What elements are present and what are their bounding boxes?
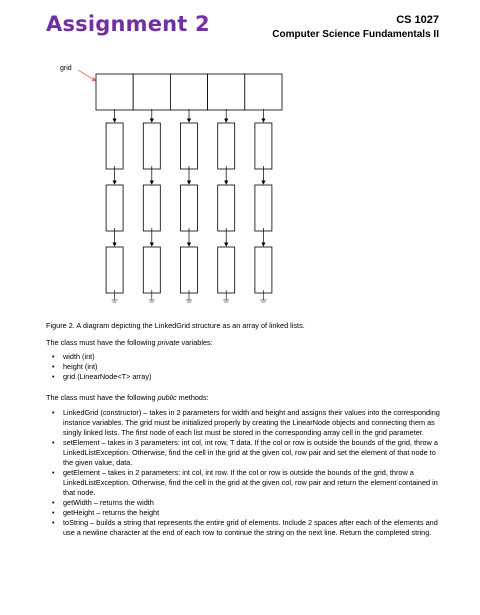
linear-node (218, 123, 235, 169)
list-item: • getElement – takes in 2 parameters: int col, int row. If the col or row is outside the bounds of the grid, throw a LinkedListException. Otherwise, find the cell in the grid at the given col, row pair and return the element contained in that node. (46, 468, 441, 498)
list-item: • getHeight – returns the height (46, 508, 441, 518)
linear-node (181, 247, 198, 293)
array-cell (96, 74, 133, 110)
linear-node (181, 185, 198, 231)
linear-node (218, 247, 235, 293)
public-intro: The class must have the following public methods: (46, 393, 209, 402)
linear-node (143, 185, 160, 231)
linear-node (218, 185, 235, 231)
linear-node (106, 185, 123, 231)
grid-pointer-arrow (78, 70, 96, 81)
list-item: • toString – builds a string that represents the entire grid of elements. Include 2 spaces after each of the elements and use a newline character at the end of each row to continue the string on the next line. Return the completed string. (46, 518, 441, 538)
list-item: • setElement – takes in 3 parameters: int col, int row, T data. If the col or row is outside the bounds of the grid, throw a LinkedListException. Otherwise, find the cell in the grid at the given col, row pair and set the element of that node to the given value, data. (46, 438, 441, 468)
grid-label: grid (60, 65, 72, 72)
private-variables-list (46, 352, 441, 382)
linear-node (181, 123, 198, 169)
linear-node (255, 123, 272, 169)
linear-node (143, 247, 160, 293)
linear-node (106, 123, 123, 169)
array-cell (170, 74, 207, 110)
linear-node (255, 247, 272, 293)
list-item: • getWidth – returns the width (46, 498, 441, 508)
course-name: Computer Science Fundamentals II (272, 29, 439, 40)
linear-node (143, 123, 160, 169)
array-cell (133, 74, 170, 110)
figure-caption: Figure 2. A diagram depicting the LinkedGrid structure as an array of linked lists. (46, 321, 305, 330)
page-title: Assignment 2 (46, 12, 210, 36)
array-cell (208, 74, 245, 110)
list-item: • grid (LinearNode<T> array) (46, 372, 441, 382)
list-item: • width (int) (46, 352, 441, 362)
list-item: • LinkedGrid (constructor) – takes in 2 parameters for width and height and assigns their values into the corresponding instance variables. The grid must be initialized properly by creating the LinearNode objects and connecting them as singly linked lists. The first node of each list must be stored in the corresponding array cell in the grid parameter. (46, 408, 441, 438)
list-item: • height (int) (46, 362, 441, 372)
public-methods-list (46, 408, 441, 538)
grid-array (96, 74, 282, 110)
array-cell (245, 74, 282, 110)
private-intro: The class must have the following private variables: (46, 338, 213, 347)
linked-lists (106, 109, 272, 302)
linear-node (255, 185, 272, 231)
linear-node (106, 247, 123, 293)
course-code: CS 1027 (396, 14, 439, 26)
